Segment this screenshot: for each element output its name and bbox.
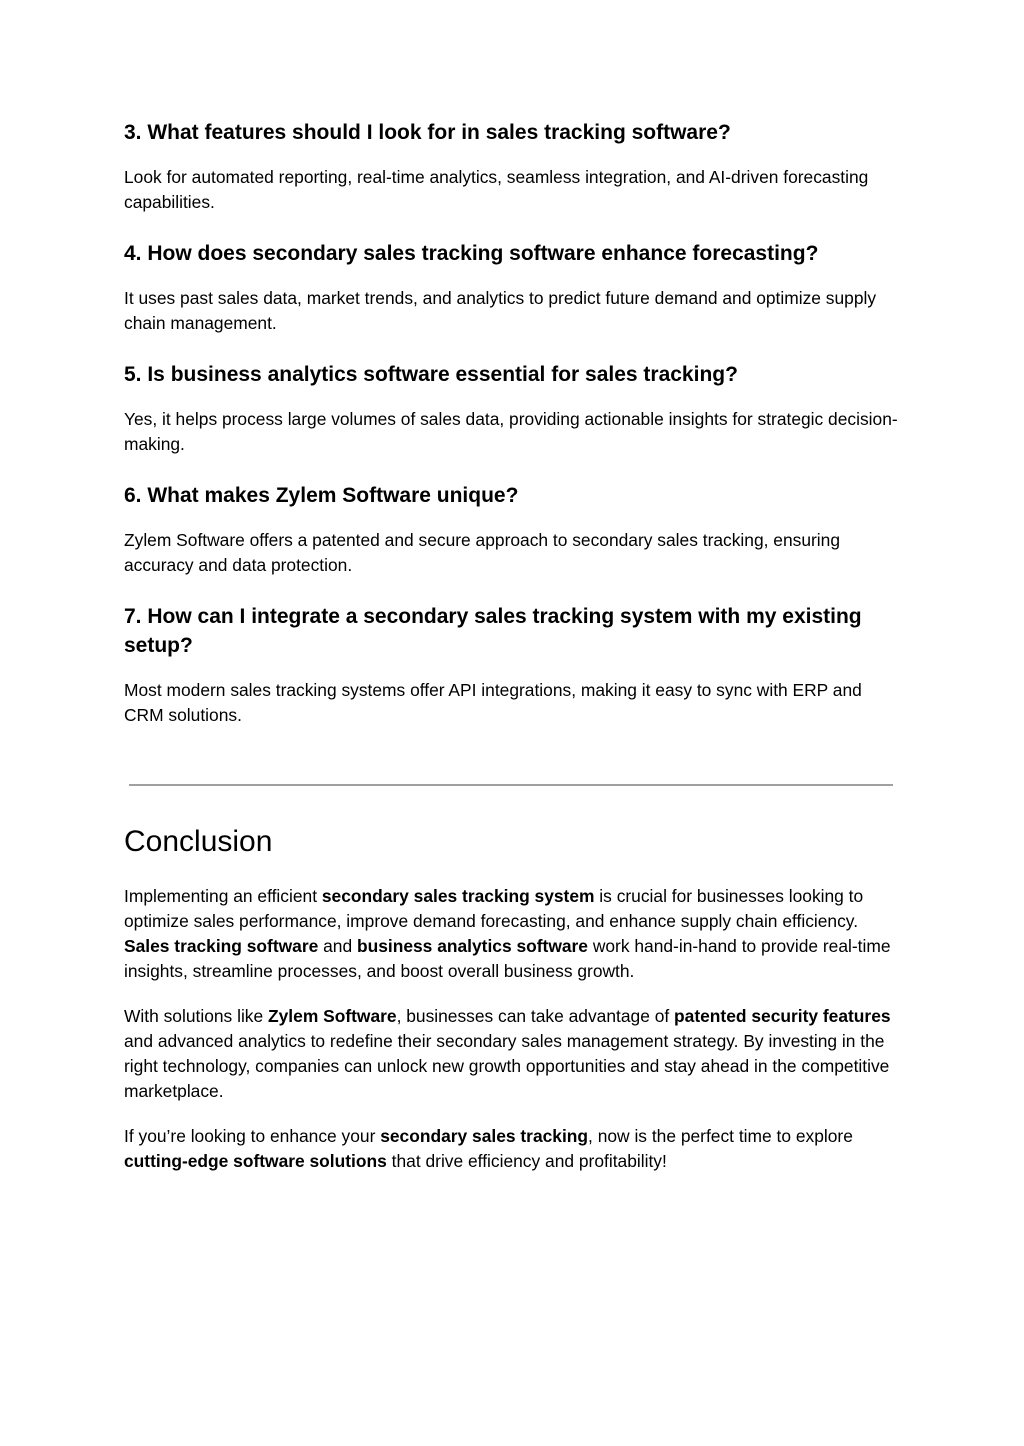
conclusion-paragraph-1 <box>124 884 902 984</box>
faq-item-5 <box>124 360 902 457</box>
text-run: that drive efficiency and profitability! <box>386 1151 667 1171</box>
text-run: work hand-in-hand to provide real-time insights, streamline processes, and boost overall business growth. <box>124 936 891 981</box>
text-run: and advanced analytics to redefine their secondary sales management strategy. By investing in the right technology, companies can unlock new growth opportunities and stay ahead in the competitive marketplace. <box>124 1031 890 1101</box>
text-run: , businesses can take advantage of <box>396 1006 675 1026</box>
conclusion-paragraph-2 <box>124 1004 902 1104</box>
text-run: If you’re looking to enhance your <box>124 1126 381 1146</box>
faq-question: 3. What features should I look for in sales tracking software? <box>124 121 731 144</box>
conclusion-section <box>124 822 902 1194</box>
text-run: is crucial for businesses looking to optimize sales performance, improve demand forecasting, and enhance supply chain efficiency. <box>124 886 864 931</box>
faq-item-7 <box>124 602 902 728</box>
faq-answer: It uses past sales data, market trends, and analytics to predict future demand and optimize supply chain management. <box>124 288 877 333</box>
text-run: With solutions like <box>124 1006 269 1026</box>
faq-item-6 <box>124 481 902 578</box>
faq-answer: Yes, it helps process large volumes of sales data, providing actionable insights for strategic decision-making. <box>124 409 898 454</box>
bold-text: business analytics software <box>356 936 588 956</box>
faq-answer: Most modern sales tracking systems offer API integrations, making it easy to sync with ERP and CRM solutions. <box>124 680 862 725</box>
faq-question: 6. What makes Zylem Software unique? <box>124 484 519 507</box>
faq-answer: Look for automated reporting, real-time analytics, seamless integration, and AI-driven forecasting capabilities. <box>124 167 869 212</box>
text-run: Implementing an efficient <box>124 886 322 906</box>
bold-text: patented security features <box>674 1006 891 1026</box>
faq-item-4 <box>124 239 902 336</box>
faq-item-3 <box>124 118 902 215</box>
conclusion-paragraph-3 <box>124 1124 902 1174</box>
bold-text: secondary sales tracking system <box>321 886 595 906</box>
bold-text: Sales tracking software <box>124 936 319 956</box>
bold-text: Zylem Software <box>268 1006 397 1026</box>
faq-section <box>124 118 902 728</box>
text-run: and <box>318 936 357 956</box>
section-divider <box>129 784 893 786</box>
faq-answer: Zylem Software offers a patented and secure approach to secondary sales tracking, ensuring accuracy and data protection. <box>124 530 840 575</box>
faq-question: 4. How does secondary sales tracking software enhance forecasting? <box>124 242 819 265</box>
bold-text: secondary sales tracking <box>380 1126 589 1146</box>
faq-question: 7. How can I integrate a secondary sales tracking system with my existing setup? <box>124 605 862 657</box>
bold-text: cutting-edge software solutions <box>124 1151 387 1171</box>
faq-question: 5. Is business analytics software essential for sales tracking? <box>124 363 738 386</box>
text-run: , now is the perfect time to explore <box>588 1126 853 1146</box>
conclusion-heading: Conclusion <box>124 825 273 858</box>
